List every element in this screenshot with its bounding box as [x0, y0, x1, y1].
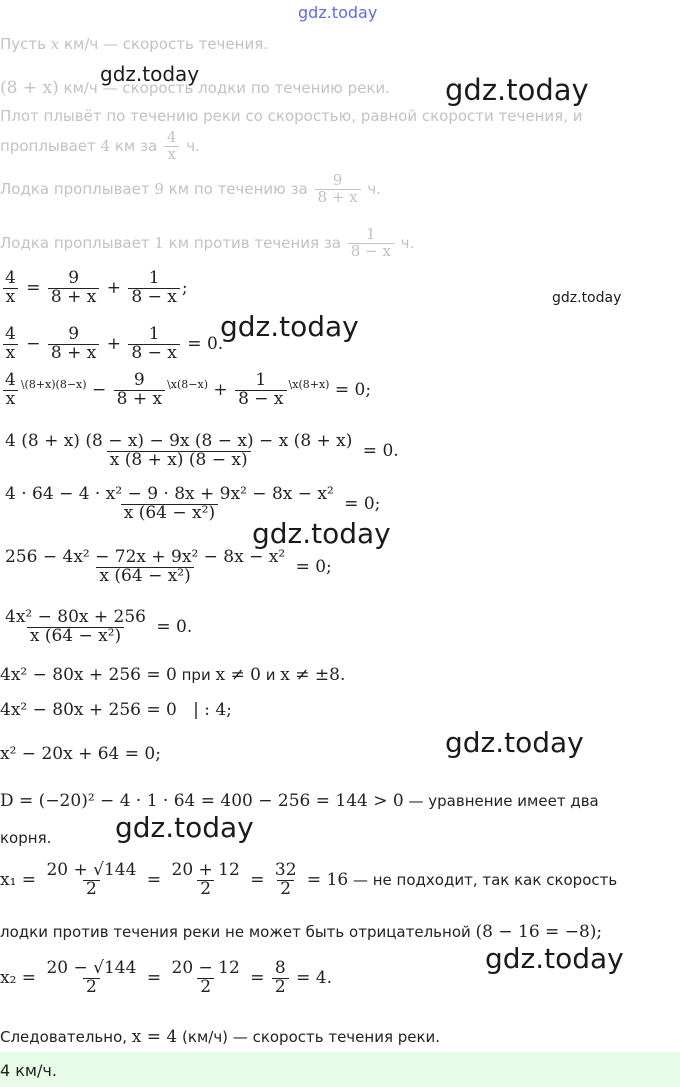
equation-5: $\frac{\text{4 · 64 − 4 · x² − 9 · 8x + 9x² − 8x − x²}}{\text{x (64 − x²)}}$ = 0;	[5, 484, 381, 523]
answer-text: 4 км/ч.	[0, 1061, 57, 1080]
watermark: gdz.today	[485, 942, 624, 975]
answer-box	[0, 1052, 680, 1087]
root-x2: x₂ = $\frac{20 - √144}{2}$ = $\frac{20 - 12}{2}$ = $\frac{8}{2}$ = 4.	[0, 958, 332, 997]
watermark: gdz.today	[115, 811, 254, 844]
intro-line-6: Лодка проплывает 1 км против течения за $\frac{1}{8 - x}$ ч.	[0, 225, 415, 260]
site-header-link[interactable]: gdz.today	[298, 3, 378, 22]
watermark: gdz.today	[220, 310, 359, 343]
discriminant-line-2: корня.	[0, 829, 52, 847]
discriminant-line: D = (−20)² − 4 · 1 · 64 = 400 − 256 = 144 > 0 — уравнение имеет два	[0, 791, 599, 811]
equation-2: $\frac{4}{x}$ − $\frac{9}{8 + x}$ + $\frac{1}{8 - x}$ = 0.	[0, 326, 223, 363]
intro-line-3: Плот плывёт по течению реки со скоростью, равной скорости течения, и	[0, 107, 583, 125]
intro-line-4: проплывает 4 км за $\frac{4}{x}$ ч.	[0, 128, 200, 163]
intro-line-2: (8 + x) км/ч — скорость лодки по течению реки.	[0, 78, 390, 98]
watermark: gdz.today	[100, 62, 200, 86]
intro-line-5: Лодка проплывает 9 км по течению за $\frac{9}{8 + x}$ ч.	[0, 171, 382, 206]
watermark: gdz.today	[445, 73, 589, 107]
equation-10: x² − 20x + 64 = 0;	[0, 744, 161, 764]
intro-line-1: Пусть x км/ч — скорость течения.	[0, 35, 268, 53]
watermark: gdz.today	[252, 517, 391, 550]
equation-3: $\frac{4}{x}$ $^{\backslash(8+x)(8-x)}$ − $\frac{9}{8 + x}$ $^{\backslash x(8-x)}$ + $\frac{1}{8 - x}$ $^{\backslash x(8+x)}$ = 0;	[0, 372, 371, 409]
equation-1: $\frac{4}{x}$ = $\frac{9}{8 + x}$ + $\frac{1}{8 - x}$ ;	[0, 270, 188, 307]
root-x1-line-2: лодки против течения реки не может быть отрицательной (8 − 16 = −8);	[0, 922, 603, 942]
equation-8: 4x² − 80x + 256 = 0 при x ≠ 0 и x ≠ ±8.	[0, 665, 346, 685]
equation-9: 4x² − 80x + 256 = 0 | : 4;	[0, 700, 232, 720]
conclusion-line: Следовательно, x = 4 (км/ч) — скорость течения реки.	[0, 1027, 441, 1047]
watermark: gdz.today	[445, 726, 584, 759]
equation-7: $\frac{\text{4x² − 80x + 256}}{\text{x (64 − x²)}}$ = 0.	[5, 607, 193, 646]
watermark: gdz.today	[552, 290, 622, 306]
root-x1: x₁ = $\frac{20 + √144}{2}$ = $\frac{20 + 12}{2}$ = $\frac{32}{2}$ = 16 — не подходит, так как скорость	[0, 860, 618, 899]
equation-4: $\frac{4 (8 + x) (8 - x) - 9x (8 - x) - x (8 + x)}{x (8 + x) (8 - x)}$ = 0.	[5, 431, 399, 470]
equation-6: $\frac{\text{256 − 4x² − 72x + 9x² − 8x − x²}}{\text{x (64 − x²)}}$ = 0;	[5, 547, 332, 586]
